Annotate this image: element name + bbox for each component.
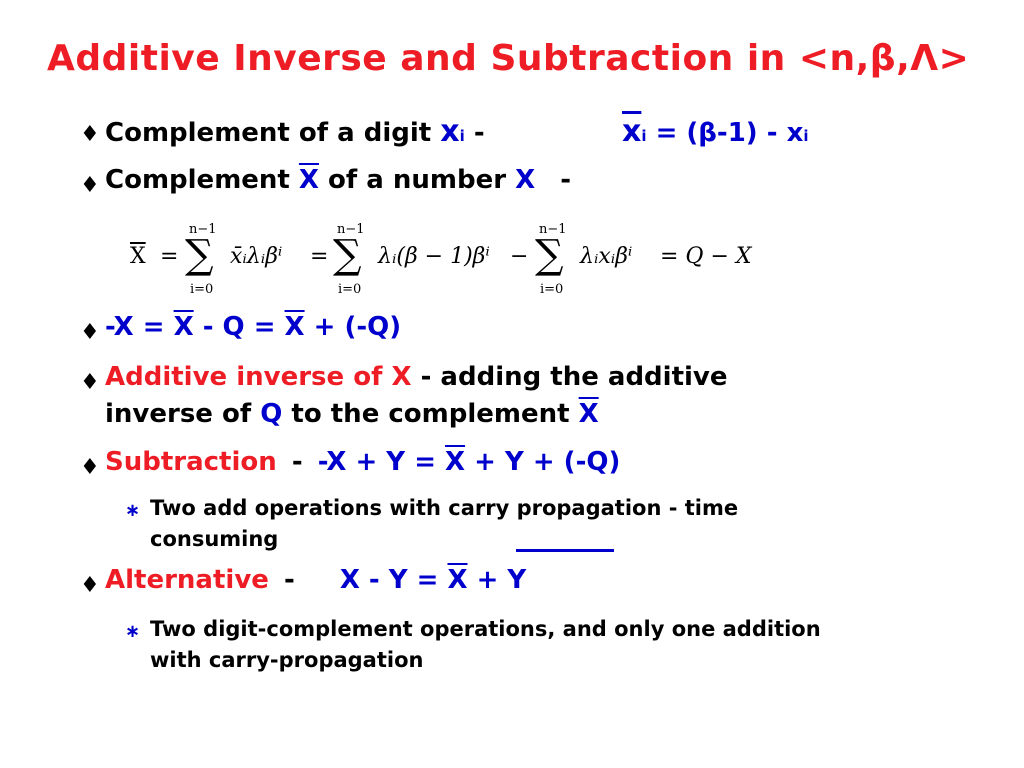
formula-sigma3: ∑ <box>535 232 564 278</box>
line-4-X: X <box>391 362 412 392</box>
line-2-dash: - <box>560 165 572 195</box>
line-1 <box>105 114 485 149</box>
line-6-red: Alternative <box>105 565 269 595</box>
line-2-text: Complement <box>105 165 290 195</box>
line-1-dash: - <box>473 118 485 148</box>
line-1-definition <box>622 114 809 149</box>
formula-term2: λᵢ(β − 1)βⁱ <box>378 244 490 269</box>
line-3-a: -X = <box>105 312 174 342</box>
formula-lhs: $\overline{X}$ <box>130 244 146 269</box>
formula-sum2-top: n−1 <box>337 222 365 237</box>
line-1-eq: = (β-1) - x <box>655 118 804 148</box>
line-5-red: Subtraction <box>105 447 277 477</box>
bullet-5: ♦ <box>80 455 100 480</box>
line-6 <box>105 565 526 595</box>
line-2 <box>105 165 571 195</box>
formula-sigma1: ∑ <box>185 232 214 278</box>
line-5-sub-1: Two add operations with carry propagation - time <box>150 496 739 520</box>
formula-eq2: = <box>310 244 329 269</box>
formula-sum1-top: n−1 <box>189 222 217 237</box>
line-4-cont <box>105 399 599 429</box>
page-title: Additive Inverse and Subtraction in <n,β,Λ> <box>47 38 970 79</box>
line-1-x: x <box>440 114 460 149</box>
line-2-mid: of a number <box>328 165 507 195</box>
line-2-xbar: $\overline{X}$ <box>298 165 319 195</box>
line-5-dash: - <box>291 447 303 477</box>
line-4-xbar: $\overline{X}$ <box>578 399 599 429</box>
line-6-xbar: $\overline{X}$ <box>447 565 468 595</box>
line-6-a: X - Y = <box>339 565 448 595</box>
line-6-sub-2: with carry-propagation <box>150 648 424 672</box>
line-4-rest: - adding the additive <box>420 362 728 392</box>
line-4-red: Additive inverse of <box>105 362 383 392</box>
formula-term1: x̄ᵢλᵢβⁱ <box>230 244 283 269</box>
line-6-dash: - <box>283 565 295 595</box>
formula-eq1: = <box>160 244 179 269</box>
formula-sum2-bottom: i=0 <box>338 282 362 297</box>
line-1-xbar: $\overline{x}$ <box>622 114 642 149</box>
bullet-6: ♦ <box>80 573 100 598</box>
line-1-i: i <box>459 127 465 145</box>
line-6-sub-1: Two digit-complement operations, and only one addition <box>150 617 821 641</box>
line-3-e: + (-Q) <box>304 312 402 342</box>
line-5-c: + Y + (-Q) <box>465 447 621 477</box>
line-5-a: -X + Y = <box>317 447 446 477</box>
line-3-xbar2: $\overline{X}$ <box>284 312 305 342</box>
line-4-cont1: inverse of <box>105 399 252 429</box>
formula-minus: − <box>510 244 529 269</box>
bullet-2: ♦ <box>80 173 100 198</box>
line-4-cont2: to the complement <box>291 399 570 429</box>
line-3-xbar1: $\overline{X}$ <box>173 312 194 342</box>
line-3-c: - Q = <box>193 312 285 342</box>
line-1-xbar-i: i <box>641 127 647 145</box>
line-1-text: Complement of a digit <box>105 118 432 148</box>
complement-formula <box>130 222 770 302</box>
bullet-4: ♦ <box>80 370 100 395</box>
formula-sum3-bottom: i=0 <box>540 282 564 297</box>
sub-bullet-6: ∗ <box>125 621 141 642</box>
line-5-xbar: $\overline{X}$ <box>445 447 466 477</box>
formula-sum1-bottom: i=0 <box>190 282 214 297</box>
line-1-i2: i <box>803 127 809 145</box>
complement-overbar <box>516 549 614 552</box>
line-4-Q: Q <box>260 399 283 429</box>
line-5 <box>105 447 620 477</box>
line-4 <box>105 362 728 392</box>
bullet-1: ♦ <box>80 122 100 147</box>
bullet-3: ♦ <box>80 320 100 345</box>
formula-rhs: = Q − X <box>660 244 752 269</box>
formula-sigma2: ∑ <box>333 232 362 278</box>
sub-bullet-5: ∗ <box>125 500 141 521</box>
line-3 <box>105 312 401 342</box>
line-5-sub-2: consuming <box>150 527 279 551</box>
formula-sum3-top: n−1 <box>539 222 567 237</box>
line-6-c: + Y <box>467 565 527 595</box>
formula-term3: λᵢxᵢβⁱ <box>580 244 633 269</box>
line-2-X: X <box>515 165 536 195</box>
